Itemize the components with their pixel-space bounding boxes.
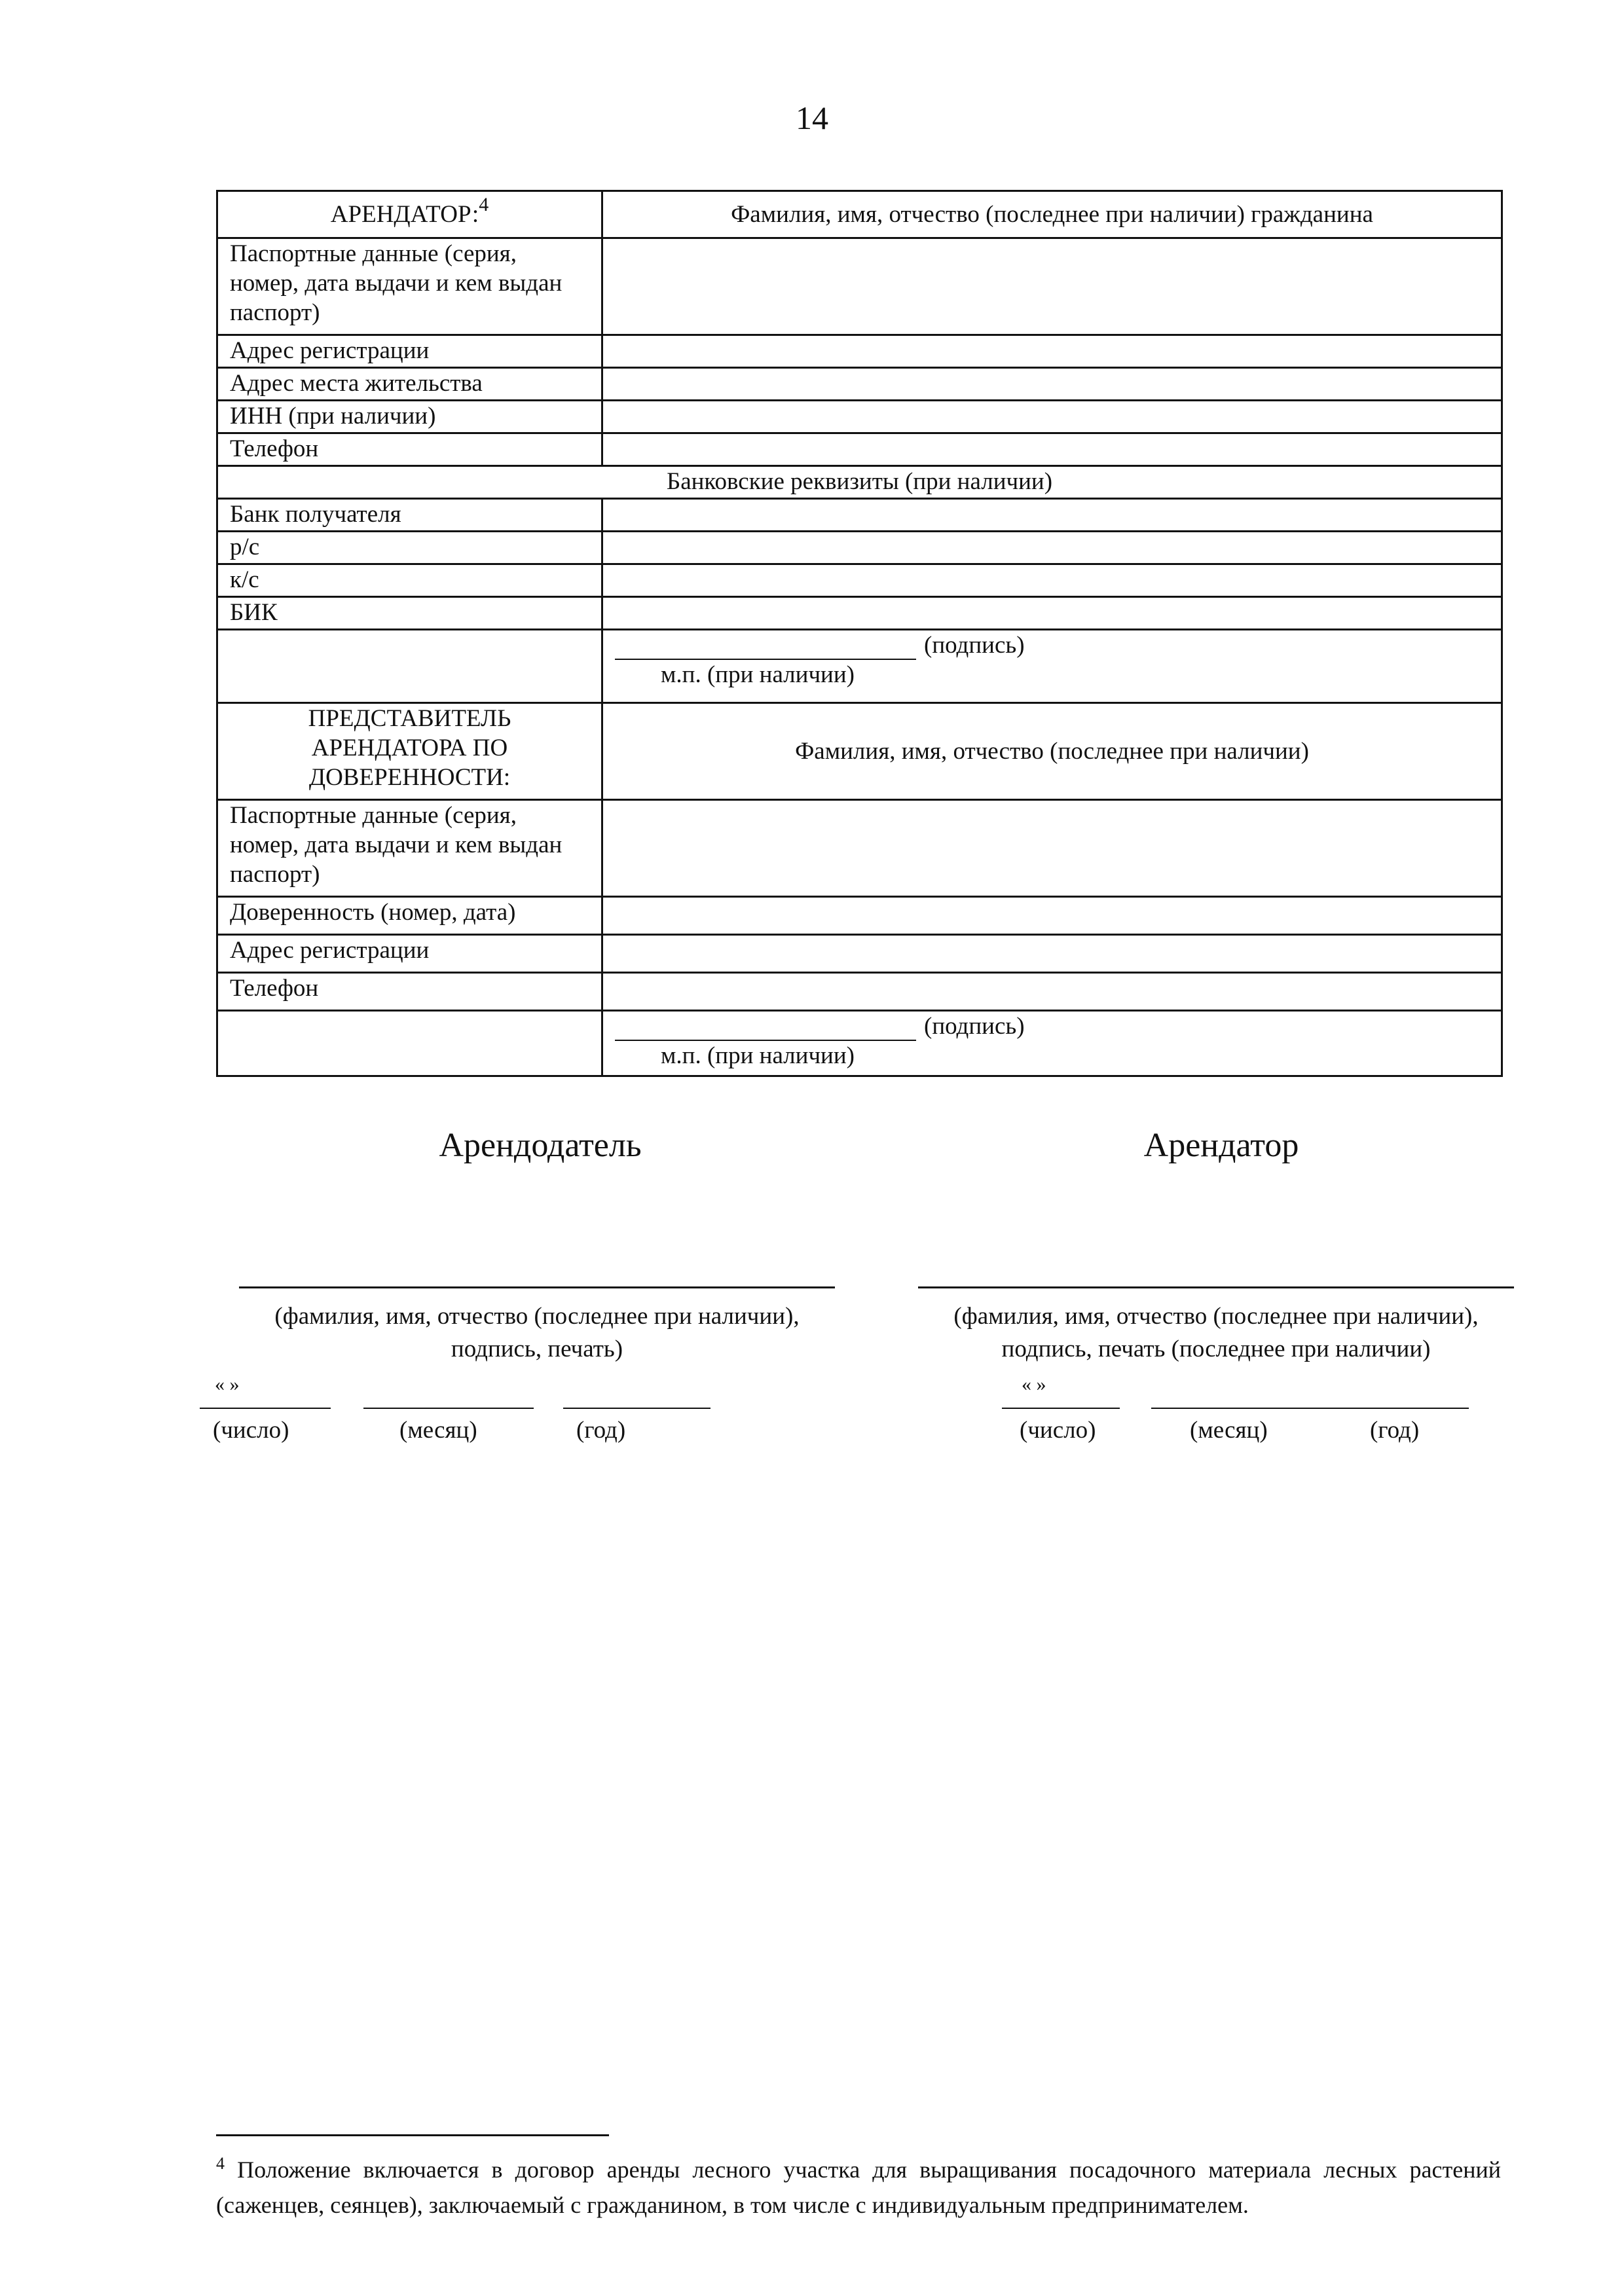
tenant-signature-cell[interactable] bbox=[602, 630, 1502, 703]
lessor-month-label: (месяц) bbox=[399, 1417, 477, 1444]
row-label: Адрес места жительства bbox=[217, 368, 602, 401]
footnote-text: Положение включается в договор аренды лесного участка для выращивания посадочного материала лесных растений (саженцев, сеянцев), заключаемый с гражданином, в том числе с индивидуальным предпринимателем. bbox=[216, 2157, 1502, 2218]
row-label: Доверенность (номер, дата) bbox=[217, 897, 602, 935]
power-of-attorney-cell[interactable] bbox=[602, 897, 1502, 935]
inn-cell[interactable] bbox=[602, 401, 1502, 433]
lessee-month-line[interactable] bbox=[1151, 1408, 1469, 1409]
row-label: Паспортные данные (серия, номер, дата выдачи и кем выдан паспорт) bbox=[217, 800, 602, 897]
tenant-name-header: Фамилия, имя, отчество (последнее при наличии) гражданина bbox=[602, 191, 1502, 238]
lessor-day-label: (число) bbox=[213, 1417, 289, 1444]
registration-address-cell[interactable] bbox=[602, 335, 1502, 368]
signature-line[interactable] bbox=[615, 634, 916, 660]
passport-value-cell[interactable] bbox=[602, 238, 1502, 335]
lessee-day-label: (число) bbox=[1020, 1417, 1096, 1444]
lessor-day-line[interactable] bbox=[200, 1408, 331, 1409]
lessee-signature-line[interactable] bbox=[918, 1286, 1514, 1288]
lessee-year-label: (год) bbox=[1370, 1417, 1420, 1444]
footnote-ref: 4 bbox=[479, 193, 489, 215]
representative-name-header: Фамилия, имя, отчество (последнее при наличии) bbox=[602, 703, 1502, 800]
bank-name-cell[interactable] bbox=[602, 499, 1502, 532]
row-label: к/с bbox=[217, 564, 602, 597]
lessor-date-labels bbox=[213, 1415, 737, 1448]
residence-address-cell[interactable] bbox=[602, 368, 1502, 401]
lessee-day-line[interactable] bbox=[1002, 1408, 1120, 1409]
row-label: ИНН (при наличии) bbox=[217, 401, 602, 433]
signature-line[interactable] bbox=[615, 1015, 916, 1041]
page-number: 14 bbox=[796, 100, 828, 136]
row-label: БИК bbox=[217, 597, 602, 630]
lessor-quotes: « » bbox=[215, 1374, 240, 1395]
lessee-date-lines bbox=[1002, 1408, 1526, 1410]
correspondent-account-cell[interactable] bbox=[602, 564, 1502, 597]
footnote bbox=[216, 2146, 1501, 2223]
lessee-date-labels bbox=[1020, 1415, 1530, 1448]
settlement-account-cell[interactable] bbox=[602, 532, 1502, 564]
empty-cell bbox=[217, 630, 602, 703]
lessor-signature-line[interactable] bbox=[239, 1286, 835, 1288]
rep-registration-address-cell[interactable] bbox=[602, 935, 1502, 973]
row-label: Адрес регистрации bbox=[217, 935, 602, 973]
lessor-date-lines bbox=[200, 1408, 724, 1410]
lessor-caption-line2: подпись, печать) bbox=[451, 1336, 623, 1362]
tenant-details-table bbox=[216, 190, 1503, 1077]
lessor-year-label: (год) bbox=[576, 1417, 626, 1444]
lessor-month-line[interactable] bbox=[363, 1408, 534, 1409]
lessor-caption-line1: (фамилия, имя, отчество (последнее при наличии), bbox=[274, 1303, 800, 1330]
signature-label: (подпись) bbox=[924, 1013, 1025, 1040]
row-label: Телефон bbox=[217, 433, 602, 466]
lessee-quotes: « » bbox=[1022, 1374, 1046, 1395]
lessee-month-label: (месяц) bbox=[1190, 1417, 1268, 1444]
rep-phone-cell[interactable] bbox=[602, 973, 1502, 1011]
lessor-title: Арендодатель bbox=[439, 1127, 642, 1164]
tenant-heading: АРЕНДАТОР: bbox=[330, 201, 479, 228]
lessor-year-line[interactable] bbox=[563, 1408, 710, 1409]
row-label: Паспортные данные (серия, номер, дата выдачи и кем выдан паспорт) bbox=[217, 238, 602, 335]
row-label: р/с bbox=[217, 532, 602, 564]
lessee-caption-line1: (фамилия, имя, отчество (последнее при наличии), bbox=[953, 1303, 1479, 1330]
row-label: Банк получателя bbox=[217, 499, 602, 532]
bik-cell[interactable] bbox=[602, 597, 1502, 630]
bank-details-heading: Банковские реквизиты (при наличии) bbox=[217, 466, 1502, 499]
footnote-number: 4 bbox=[216, 2154, 225, 2173]
row-label: Адрес регистрации bbox=[217, 335, 602, 368]
empty-cell bbox=[217, 1011, 602, 1076]
lessee-signature-block bbox=[905, 1286, 1527, 1366]
rep-signature-cell[interactable] bbox=[602, 1011, 1502, 1076]
tenant-heading-cell bbox=[217, 191, 602, 238]
signature-label: (подпись) bbox=[924, 632, 1025, 659]
stamp-label: м.п. (при наличии) bbox=[661, 1042, 855, 1069]
stamp-label: м.п. (при наличии) bbox=[661, 661, 855, 688]
lessor-signature-block bbox=[226, 1286, 848, 1366]
row-label: Телефон bbox=[217, 973, 602, 1011]
rep-passport-value-cell[interactable] bbox=[602, 800, 1502, 897]
lessee-title: Арендатор bbox=[1143, 1127, 1299, 1164]
lessee-caption-line2: подпись, печать (последнее при наличии) bbox=[1001, 1336, 1431, 1362]
phone-cell[interactable] bbox=[602, 433, 1502, 466]
footnote-divider bbox=[216, 2134, 609, 2136]
representative-heading: ПРЕДСТАВИТЕЛЬ АРЕНДАТОРА ПО ДОВЕРЕННОСТИ: bbox=[217, 703, 602, 800]
